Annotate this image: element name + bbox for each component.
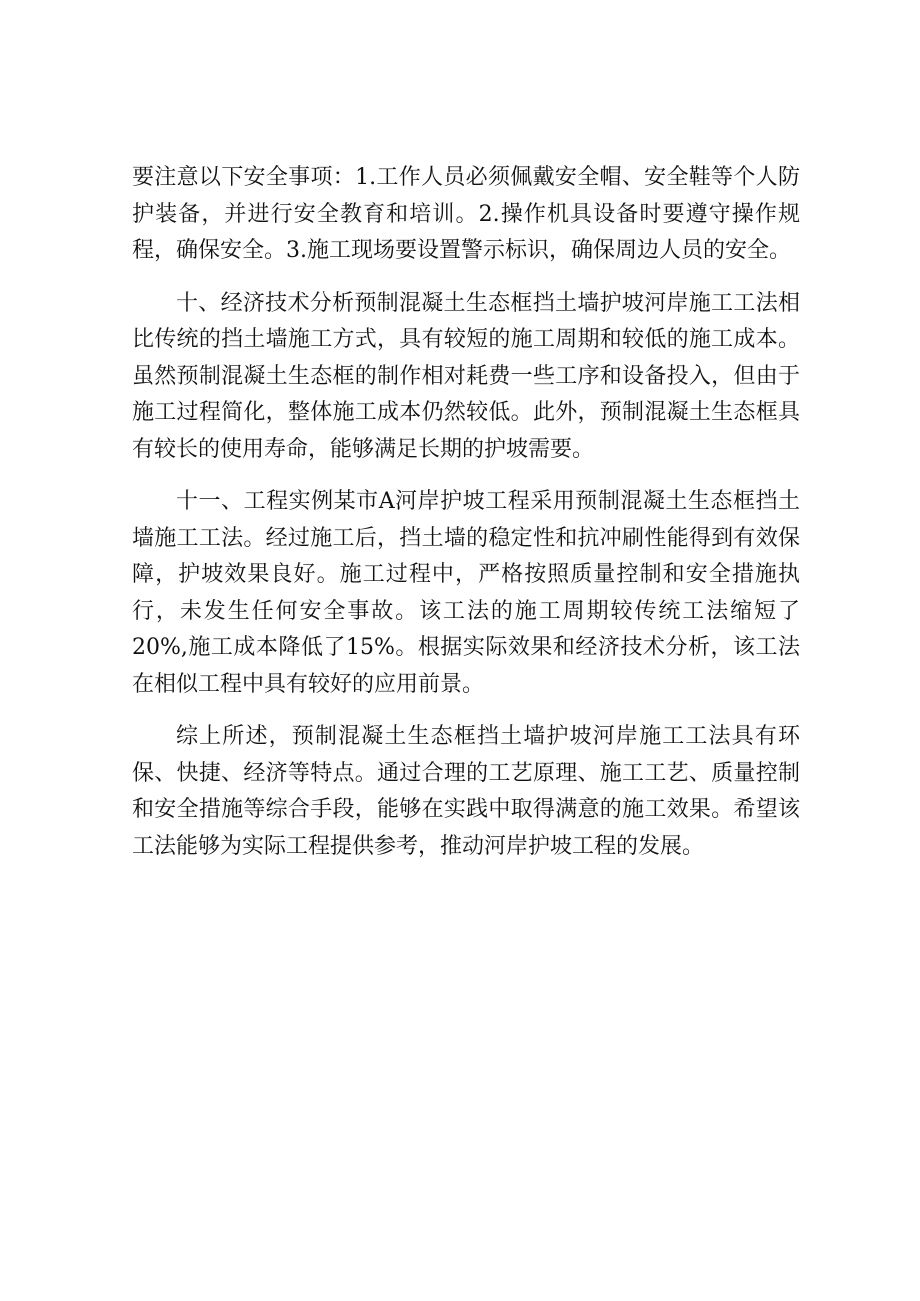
document-body <box>132 160 800 881</box>
paragraph-conclusion: 综上所述，预制混凝土生态框挡土墙护坡河岸施工工法具有环保、快捷、经济等特点。通过合理的工艺原理、施工工艺、质量控制和安全措施等综合手段，能够在实践中取得满意的施工效果。希望该工法能够为实际工程提供参考，推动河岸护坡工程的发展。 <box>132 724 800 859</box>
paragraph-safety-continued: 要注意以下安全事项：1.工作人员必须佩戴安全帽、安全鞋等个人防护装备，并进行安全教育和培训。2.操作机具设备时要遵守操作规程，确保安全。3.施工现场要设置警示标识，确保周边人员的安全。 <box>132 165 800 263</box>
paragraph-project-example: 十一、工程实例某市A河岸护坡工程采用预制混凝土生态框挡土墙施工工法。经过施工后，挡土墙的稳定性和抗冲刷性能得到有效保障，护坡效果良好。施工过程中，严格按照质量控制和安全措施执行，未发生任何安全事故。该工法的施工周期较传统工法缩短了20%,施工成本降低了15%。根据实际效果和经济技术分析，该工法在相似工程中具有较好的应用前景。 <box>132 489 800 697</box>
paragraph-economic-analysis: 十、经济技术分析预制混凝土生态框挡土墙护坡河岸施工工法相比传统的挡土墙施工方式，具有较短的施工周期和较低的施工成本。虽然预制混凝土生态框的制作相对耗费一些工序和设备投入，但由于施工过程简化，整体施工成本仍然较低。此外，预制混凝土生态框具有较长的使用寿命，能够满足长期的护坡需要。 <box>132 290 800 462</box>
